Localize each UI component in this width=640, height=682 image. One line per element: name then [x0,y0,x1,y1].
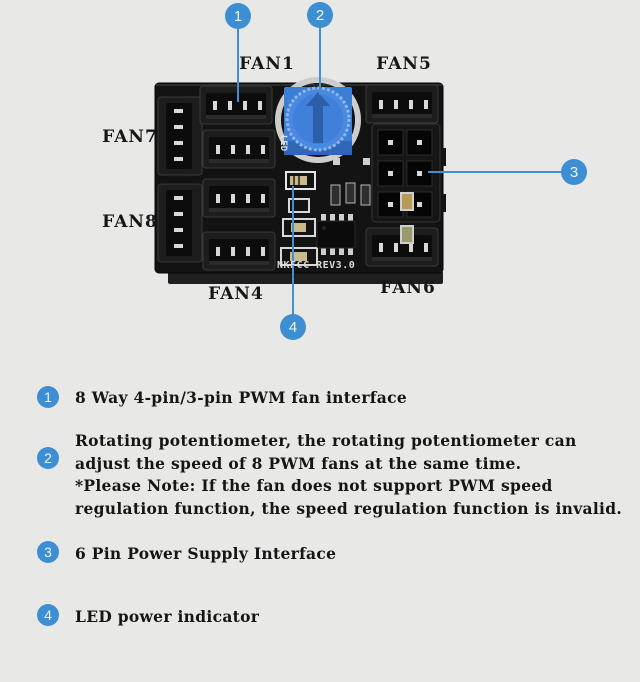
legend-1-line: 8 Way 4-pin/3-pin PWM fan interface [75,388,408,407]
board-silkscreen-text: NKFCC REV3.0 [277,260,356,271]
fan6-label: FAN6 [380,278,436,298]
legend-2-line: Rotating potentiometer, the rotating potentiometer can [75,431,577,450]
fan8-label: FAN8 [102,212,158,232]
legend-4-text [75,606,259,629]
fan8-header [158,184,202,262]
legend-4-line: LED power indicator [75,607,260,626]
callout-1-badge: 1 [225,3,251,29]
legend-2-line: adjust the speed of 8 PWM fans at the same time. [75,453,522,473]
legend-1-text [75,387,407,410]
fan4-label: FAN4 [208,284,264,304]
led-silkscreen-label: LED [278,134,288,152]
fan7-header [158,97,202,175]
fan5-header [366,85,438,123]
rotating-potentiometer [278,80,358,160]
fan4-header [203,232,275,270]
fan2-header [203,130,275,168]
fan1-header [200,86,272,124]
fan5-label: FAN5 [376,54,432,74]
legend-1-badge: 1 [37,386,59,408]
fan3-header [203,179,275,217]
callout-4-badge: 4 [280,314,306,340]
fan7-label: FAN7 [102,127,158,147]
legend-2-badge: 2 [37,447,59,469]
fan1-label: FAN1 [239,54,295,74]
legend-3-badge: 3 [37,541,59,563]
legend-3-text [75,543,336,566]
legend-3-line: 6 Pin Power Supply Interface [75,544,337,563]
legend-4-badge: 4 [37,604,59,626]
legend-2-text [75,430,622,520]
callout-3-badge: 3 [561,159,587,185]
callout-2-badge: 2 [307,2,333,28]
legend-2-note-line: regulation function, the speed regulation function is invalid. [75,498,623,518]
legend-2-note-line: *Please Note: If the fan does not support PWM speed [75,476,553,495]
